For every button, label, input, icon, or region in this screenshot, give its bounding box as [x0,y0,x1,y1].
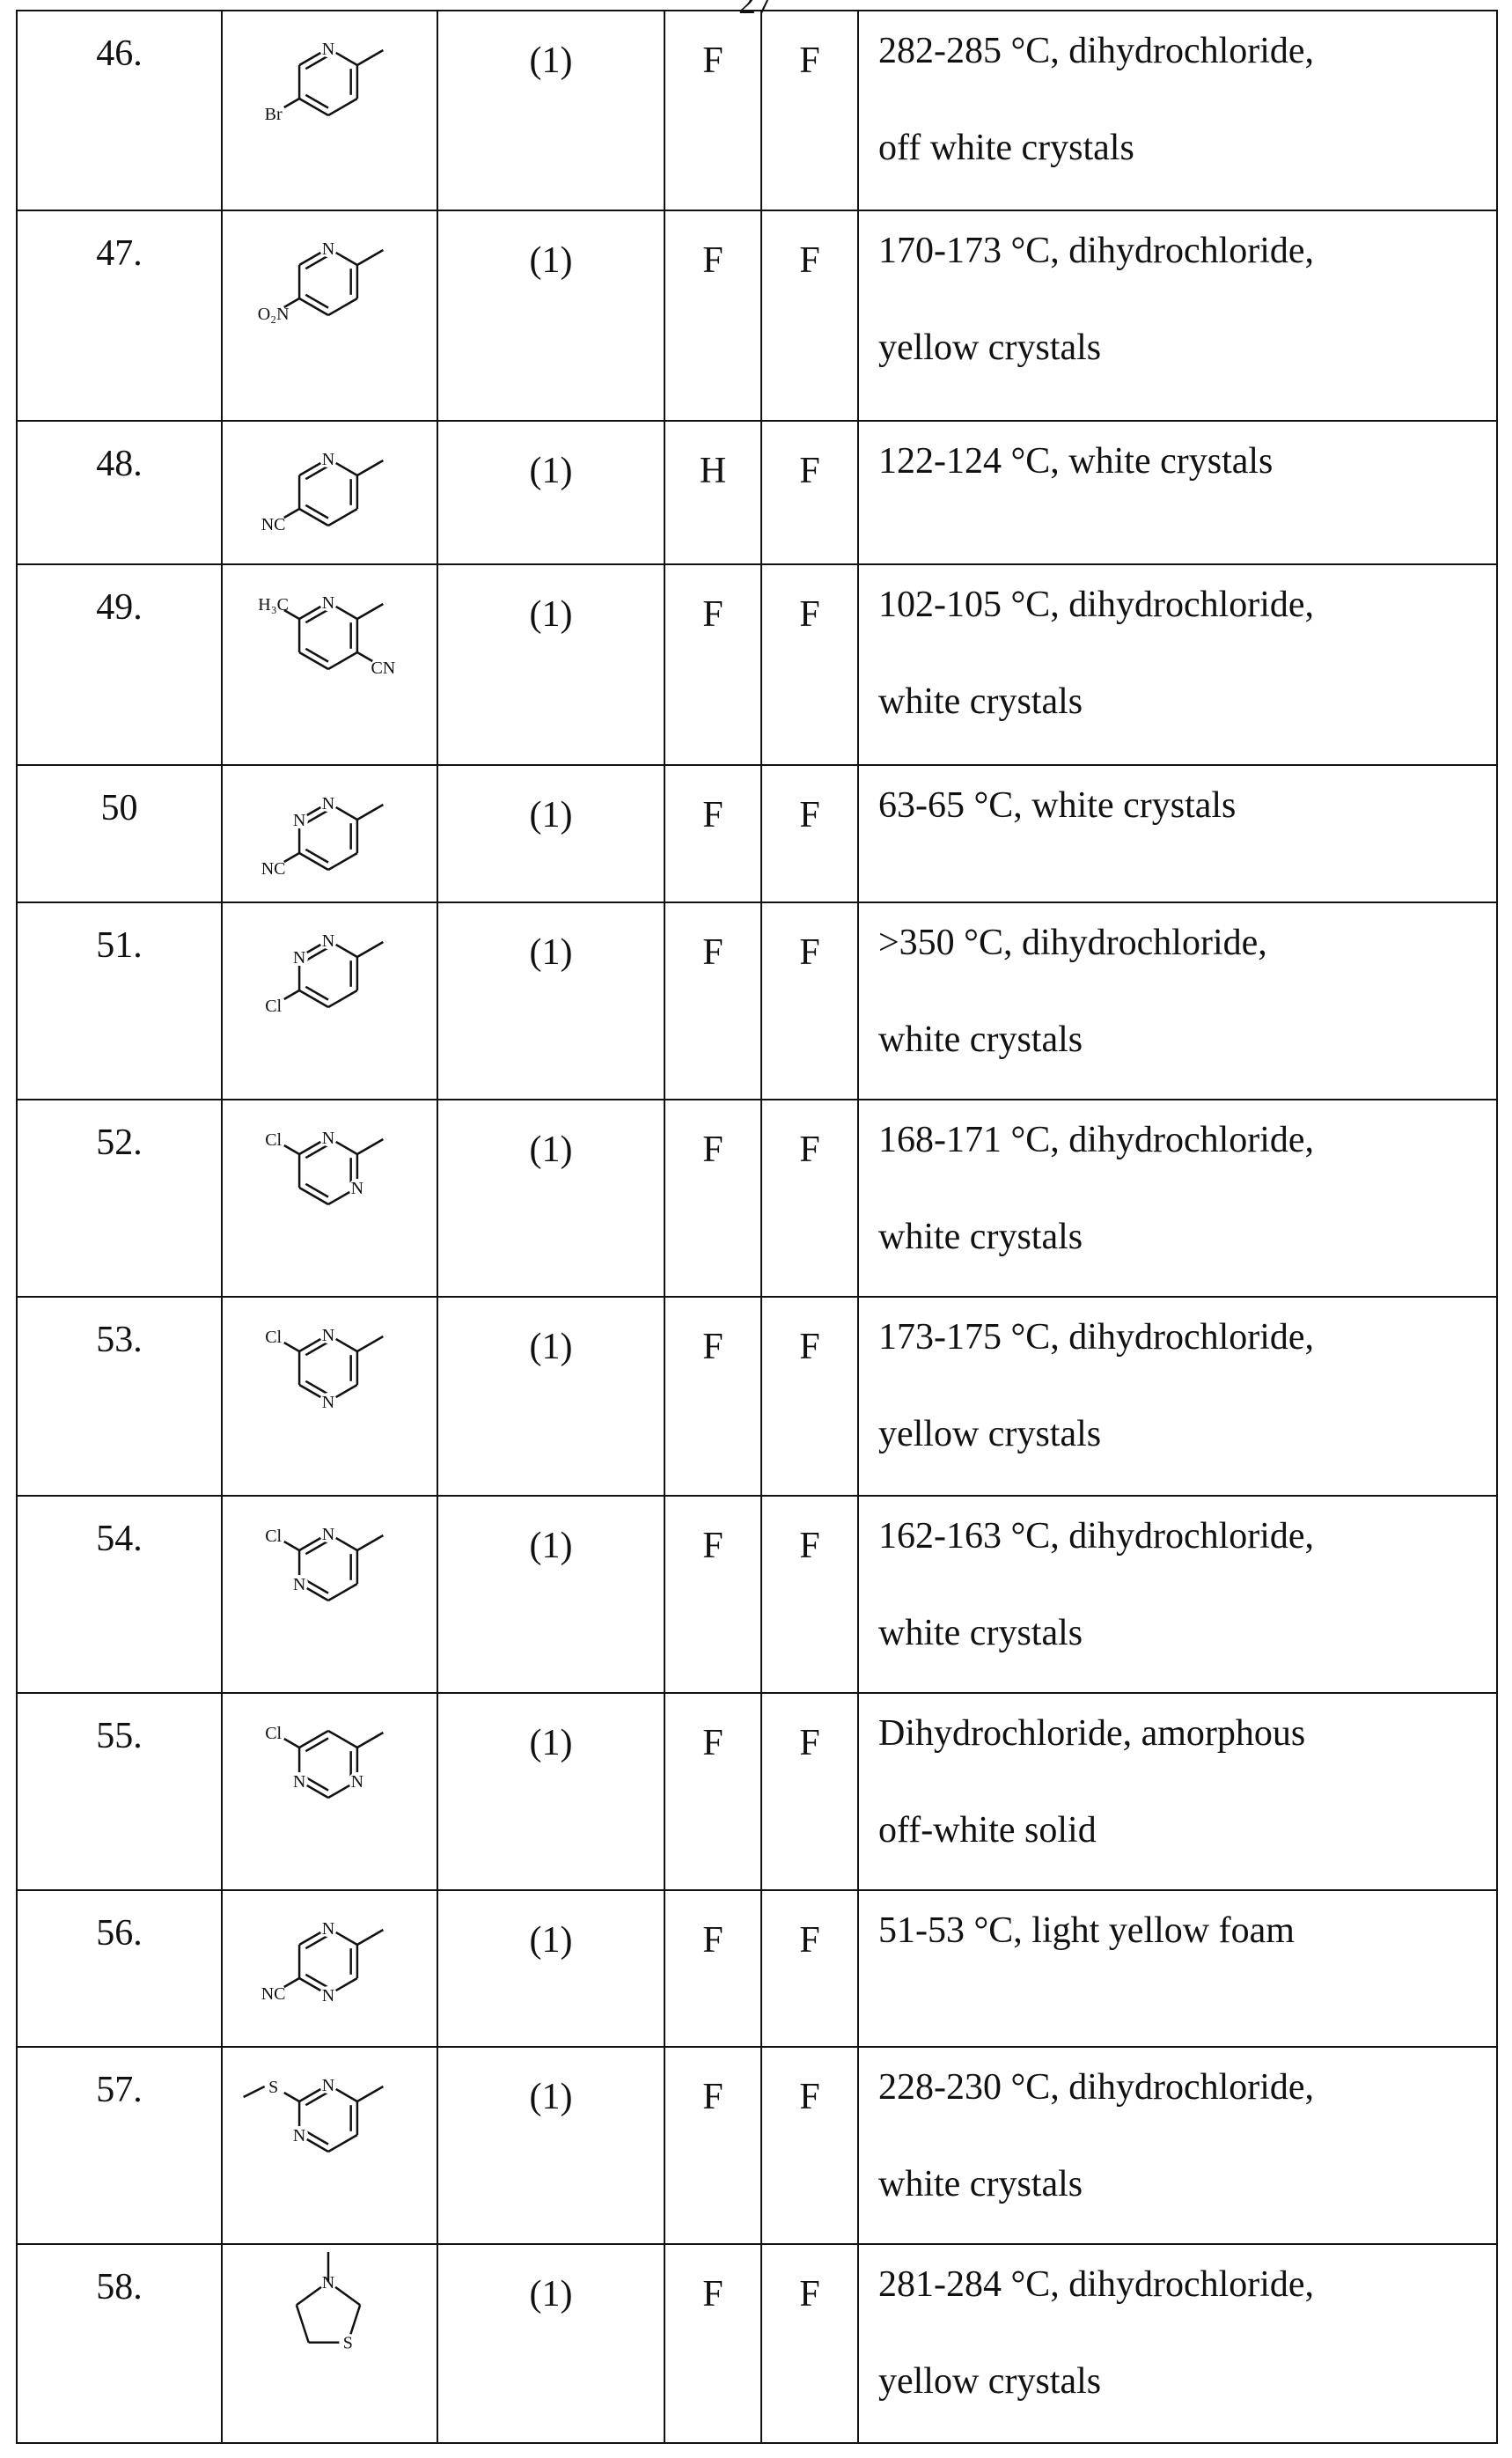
properties [858,2047,1497,2244]
atom-label: N [322,1525,334,1544]
table-row [17,11,1497,210]
property-line: 170-173 °C, dihydrochloride, [878,231,1496,271]
properties [858,765,1497,902]
substituent-x: F [664,902,761,1100]
substituent-y: F [761,1297,858,1496]
methyl-bond [357,2086,383,2101]
property-line: white crystals [878,1613,1496,1653]
bond [299,853,328,870]
substituent-label: CN [371,659,395,678]
atom-label: N [293,2126,305,2145]
bond [328,298,357,315]
substituent-bond [284,990,299,999]
substituent-y: F [761,765,858,902]
double-bond [305,1184,328,1197]
double-bond [305,987,328,1000]
methyl-bond [357,1139,383,1154]
substituent-y: F [761,421,858,564]
substituent-x: F [664,2047,761,2244]
substituent-x: F [664,210,761,421]
substituent-x: F [664,11,761,210]
substituent-y: F [761,902,858,1100]
substituent-bond [284,1978,299,1987]
substituent-y: F [761,1496,858,1693]
substituent-x: F [664,1693,761,1890]
substituent-y: F [761,1100,858,1297]
table-row [17,1693,1497,1890]
properties [858,210,1497,421]
chemical-structure [223,2245,434,2377]
substituent-bond [284,1739,299,1748]
substituent-bond [284,2093,299,2101]
atom-label: N [293,811,305,830]
structure-cell [222,902,437,1100]
chemical-structure [223,565,434,697]
table-row [17,421,1497,564]
property-line: 282-285 °C, dihydrochloride, [878,31,1496,71]
chemical-structure [223,211,434,343]
substituent-x: F [664,1100,761,1297]
property-line: 162-163 °C, dihydrochloride, [878,1516,1496,1556]
double-bond [305,1580,328,1593]
property-line: yellow crystals [878,327,1496,368]
method: (1) [437,902,664,1100]
structure-cell [222,1890,437,2047]
property-line: white crystals [878,681,1496,722]
method: (1) [437,1297,664,1496]
substituent-bond [284,99,299,107]
substituent-label: Cl [265,1328,282,1347]
atom-label: N [351,1772,363,1792]
methyl-bond [357,604,383,619]
atom-label: N [293,1575,305,1594]
atom-label: N [322,1986,334,2005]
atom-label: N [351,1179,363,1198]
bond [328,509,357,526]
compound-number: 50 [17,765,222,902]
structure-cell [222,11,437,210]
atom-label: N [322,450,334,469]
bond [299,1731,328,1748]
properties [858,1496,1497,1693]
chemical-structure [223,1100,434,1233]
atom-label: N [322,40,334,59]
bond [328,1731,357,1748]
atom-label: N [322,794,334,813]
bond [299,990,328,1007]
property-line: 173-175 °C, dihydrochloride, [878,1317,1496,1358]
bond [299,99,328,115]
compound-number: 49. [17,564,222,765]
substituent-label: Cl [265,1527,282,1546]
atom-label: N [322,1393,334,1412]
atom-label: N [293,1772,305,1792]
structure-cell [222,1100,437,1297]
atom-label: N [322,1919,334,1939]
method: (1) [437,421,664,564]
bond [297,2305,309,2342]
table-row [17,1496,1497,1693]
substituent-label: Cl [265,997,282,1016]
bond [328,99,357,115]
atom-label: N [322,2273,334,2292]
property-line: 228-230 °C, dihydrochloride, [878,2067,1496,2108]
structure-cell [222,765,437,902]
substituent-bond [284,853,299,862]
chemical-structure [223,1497,434,1629]
substituent-bond [284,1343,299,1351]
compound-number: 58. [17,2244,222,2443]
properties [858,902,1497,1100]
method: (1) [437,1496,664,1693]
method: (1) [437,11,664,210]
bond [328,652,357,669]
substituent-label: S [268,2078,278,2097]
property-line: 122-124 °C, white crystals [878,441,1496,482]
properties [858,2244,1497,2443]
double-bond [305,850,328,863]
chemical-structure [223,2048,434,2180]
substituent-y: F [761,210,858,421]
substituent-y: F [761,1693,858,1890]
substituent-x: F [664,765,761,902]
methyl-bond [357,1930,383,1945]
compound-number: 47. [17,210,222,421]
double-bond [305,1777,328,1791]
bond [328,1584,357,1601]
substituent-bond [284,1145,299,1154]
compound-number: 51. [17,902,222,1100]
chemical-structure [223,766,434,898]
methyl-bond [357,805,383,820]
structure-cell [222,1496,437,1693]
bond [299,652,328,669]
method: (1) [437,2047,664,2244]
table-row [17,210,1497,421]
substituent-y: F [761,564,858,765]
double-bond [305,649,328,662]
properties [858,564,1497,765]
table-row [17,765,1497,902]
property-line: >350 °C, dihydrochloride, [878,923,1496,963]
double-bond [305,1738,328,1751]
substituent-x: F [664,1496,761,1693]
table-row [17,2047,1497,2244]
substituent-x: F [664,1297,761,1496]
bond [299,509,328,526]
structure-cell [222,421,437,564]
table-row [17,1890,1497,2047]
atom-label: S [343,2334,353,2353]
methyl-bond [244,2086,265,2097]
method: (1) [437,1693,664,1890]
substituent-y: F [761,2047,858,2244]
substituent-label: NC [261,1984,286,2004]
method: (1) [437,1100,664,1297]
atom-label: N [322,2076,334,2095]
atom-label: N [322,593,334,613]
table-row [17,2244,1497,2443]
methyl-bond [357,1336,383,1351]
method: (1) [437,1890,664,2047]
compound-number: 46. [17,11,222,210]
structure-cell [222,1693,437,1890]
atom-label: N [322,239,334,259]
property-line: 51-53 °C, light yellow foam [878,1910,1496,1951]
bond [328,990,357,1007]
property-line: off white crystals [878,128,1496,168]
substituent-label: NC [261,515,286,534]
method: (1) [437,210,664,421]
atom-label: N [322,1326,334,1345]
double-bond [305,505,328,519]
table-row [17,1100,1497,1297]
method: (1) [437,2244,664,2443]
property-line: 63-65 °C, white crystals [878,785,1496,826]
methyl-bond [357,942,383,957]
chemical-structure [223,903,434,1035]
chemical-structure [223,11,434,144]
page-number: 27 [0,0,1512,22]
property-line: off-white solid [878,1810,1496,1851]
atom-label: N [322,1129,334,1148]
bond [328,2135,357,2152]
substituent-label: H₃C [258,595,289,614]
substituent-y: F [761,1890,858,2047]
structure-cell [222,564,437,765]
properties [858,1890,1497,2047]
structure-cell [222,2244,437,2443]
properties [858,421,1497,564]
compound-number: 56. [17,1890,222,2047]
methyl-bond [357,1535,383,1550]
double-bond [305,2131,328,2145]
structure-cell [222,2047,437,2244]
chemical-structure [223,422,434,554]
compound-number: 54. [17,1496,222,1693]
table-row [17,1297,1497,1496]
method: (1) [437,564,664,765]
substituent-bond [284,509,299,518]
double-bond [305,295,328,308]
property-line: white crystals [878,1019,1496,1060]
bond [299,1188,328,1204]
compound-number: 57. [17,2047,222,2244]
table-row [17,902,1497,1100]
chemical-structure [223,1298,434,1430]
methyl-bond [357,1733,383,1748]
atom-label: N [322,931,334,951]
properties [858,1297,1497,1496]
methyl-bond [357,250,383,265]
substituent-x: F [664,2244,761,2443]
property-line: 168-171 °C, dihydrochloride, [878,1120,1496,1160]
property-line: yellow crystals [878,2361,1496,2402]
methyl-bond [357,460,383,475]
substituent-label: Br [265,105,283,124]
compound-number: 53. [17,1297,222,1496]
bond [328,853,357,870]
chemical-structure [223,1694,434,1826]
property-line: 102-105 °C, dihydrochloride, [878,585,1496,625]
substituent-y: F [761,2244,858,2443]
substituent-x: F [664,564,761,765]
chemical-structure [223,1891,434,2023]
substituent-y: F [761,11,858,210]
property-line: Dihydrochloride, amorphous [878,1713,1496,1754]
substituent-label: O₂N [258,305,290,324]
structure-cell [222,210,437,421]
table-row [17,564,1497,765]
substituent-x: H [664,421,761,564]
compound-number: 55. [17,1693,222,1890]
properties [858,11,1497,210]
compound-number: 48. [17,421,222,564]
property-line: yellow crystals [878,1414,1496,1454]
substituent-label: Cl [265,1724,282,1743]
structure-cell [222,1297,437,1496]
substituent-label: Cl [265,1130,282,1150]
compound-table [16,10,1498,2444]
substituent-bond [284,1542,299,1550]
property-line: 281-284 °C, dihydrochloride, [878,2264,1496,2305]
compound-number: 52. [17,1100,222,1297]
property-line: white crystals [878,2164,1496,2204]
substituent-x: F [664,1890,761,2047]
double-bond [305,95,328,108]
methyl-bond [357,50,383,65]
property-line: white crystals [878,1217,1496,1257]
bond [299,298,328,315]
properties [858,1100,1497,1297]
atom-label: N [293,948,305,968]
substituent-label: NC [261,859,286,879]
method: (1) [437,765,664,902]
properties [858,1693,1497,1890]
